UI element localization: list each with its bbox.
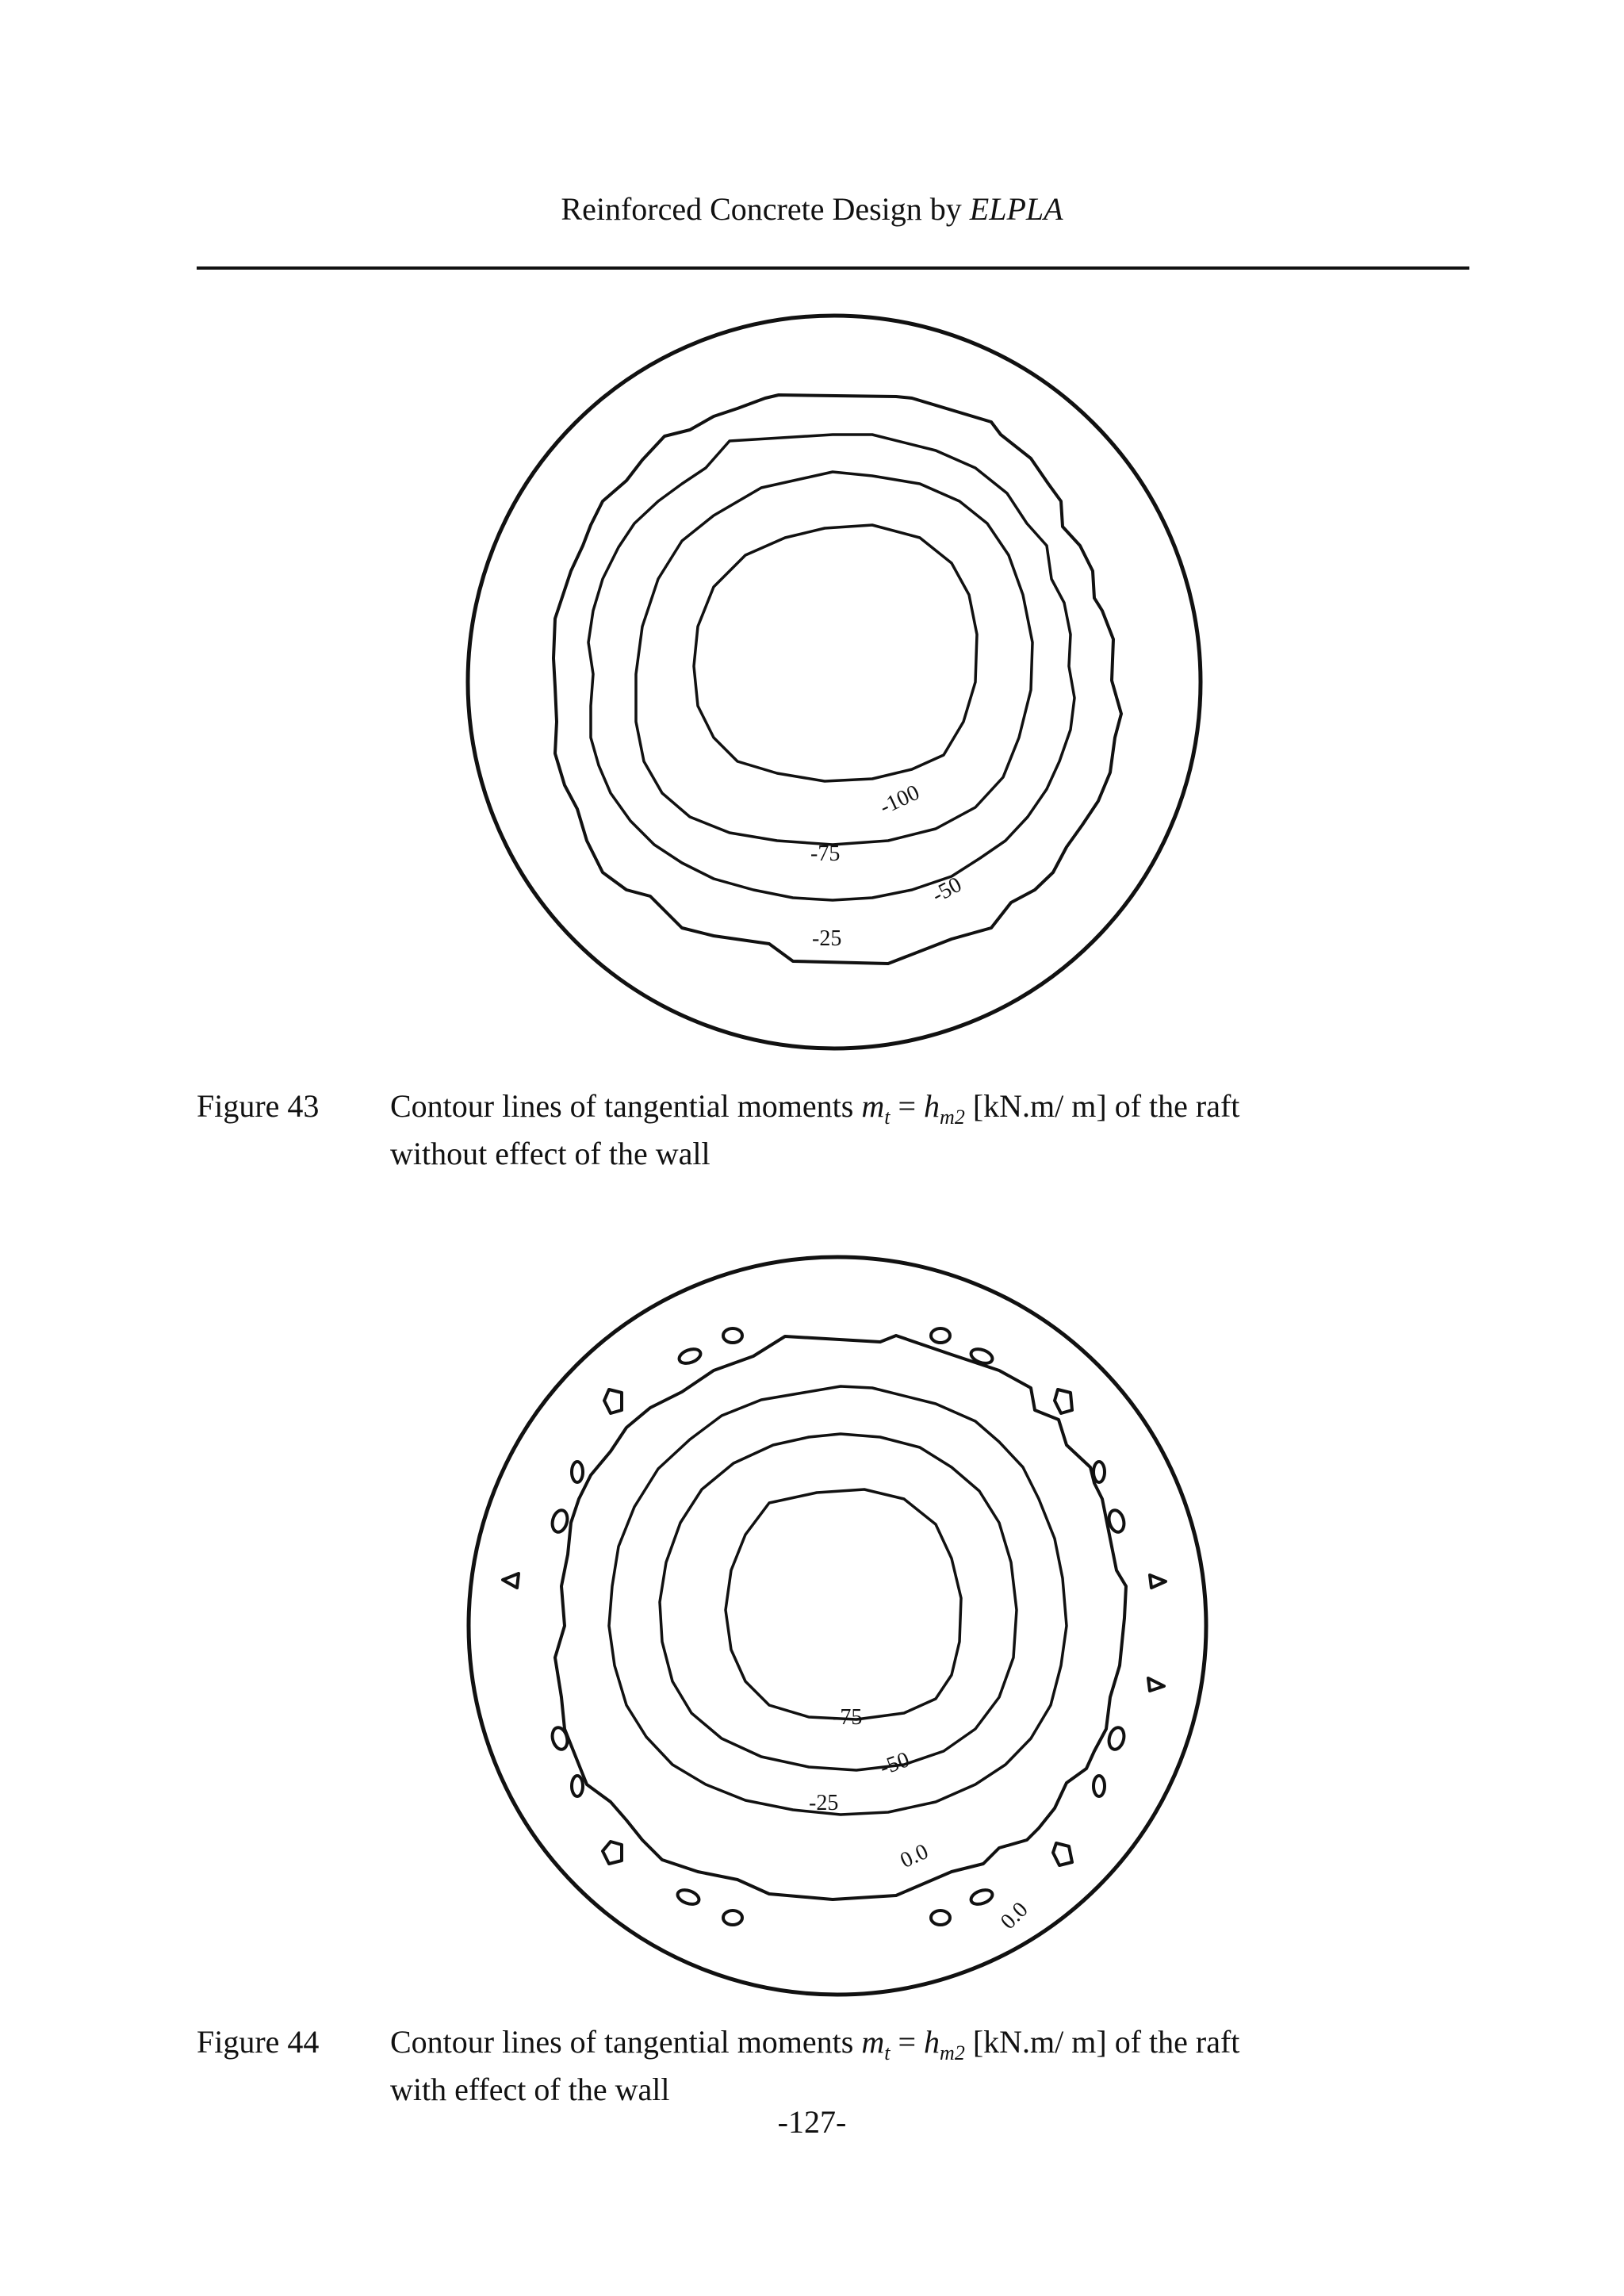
figure-44-contour-plot	[0, 1237, 1624, 2014]
contour-minus-50	[588, 435, 1074, 900]
figure-43-symbol-h: h	[924, 1088, 940, 1124]
label-zero-inner: 0.0	[896, 1839, 933, 1873]
label-minus-100: -100	[875, 780, 924, 820]
figure-44-caption-prefix: Contour lines of tangential moments	[390, 2024, 854, 2060]
header-title: Reinforced Concrete Design by	[561, 191, 962, 227]
figure-43-caption-prefix: Contour lines of tangential moments	[390, 1088, 854, 1124]
header-title-italic: ELPLA	[969, 191, 1063, 227]
label-minus-50: -50	[928, 872, 966, 908]
figure-44-caption-line2: with effect of the wall	[390, 2072, 670, 2107]
figure-44-number: Figure 44	[197, 2024, 320, 2060]
contour-minus-25	[609, 1386, 1067, 1815]
figure-43-eq: =	[890, 1088, 925, 1124]
contour-minus-25	[553, 395, 1121, 964]
figure-44-caption-suffix: [kN.m/ m] of the raft	[964, 2024, 1240, 2060]
figure-44	[0, 1237, 1624, 2030]
figure-43-sub-t: t	[884, 1106, 891, 1129]
figure-43-caption-suffix: [kN.m/ m] of the raft	[964, 1088, 1240, 1124]
figure-43-number: Figure 43	[197, 1088, 320, 1124]
label-minus-75: -75	[810, 841, 841, 866]
figure-44-sub-t: t	[884, 2041, 891, 2064]
figure-43-contour-plot	[0, 293, 1624, 1071]
figure-44-sub-m2: m2	[940, 2041, 965, 2064]
figure-43-labels	[810, 780, 966, 951]
contour-minus-100	[694, 525, 977, 781]
label-minus-25: -25	[812, 926, 842, 951]
figure-43-caption-line2: without effect of the wall	[390, 1136, 710, 1171]
label-zero-outer: 0.0	[995, 1897, 1033, 1934]
figure-44-symbol-m: m	[861, 2024, 885, 2060]
raft-boundary	[469, 1257, 1206, 1995]
figure-43-symbol-m: m	[861, 1088, 885, 1124]
header-rule	[197, 266, 1469, 270]
figure-44-symbol-h: h	[924, 2024, 940, 2060]
label-minus-25: -25	[809, 1791, 839, 1815]
label-minus-50: -50	[876, 1747, 914, 1780]
page-header	[0, 190, 1624, 228]
figure-43	[0, 293, 1624, 1087]
figure-43-sub-m2: m2	[940, 1106, 965, 1129]
figure-44-eq: =	[890, 2024, 925, 2060]
label-minus-75: -75	[833, 1705, 863, 1730]
page-number: -127-	[777, 2104, 847, 2140]
contour-minus-75	[726, 1489, 961, 1719]
